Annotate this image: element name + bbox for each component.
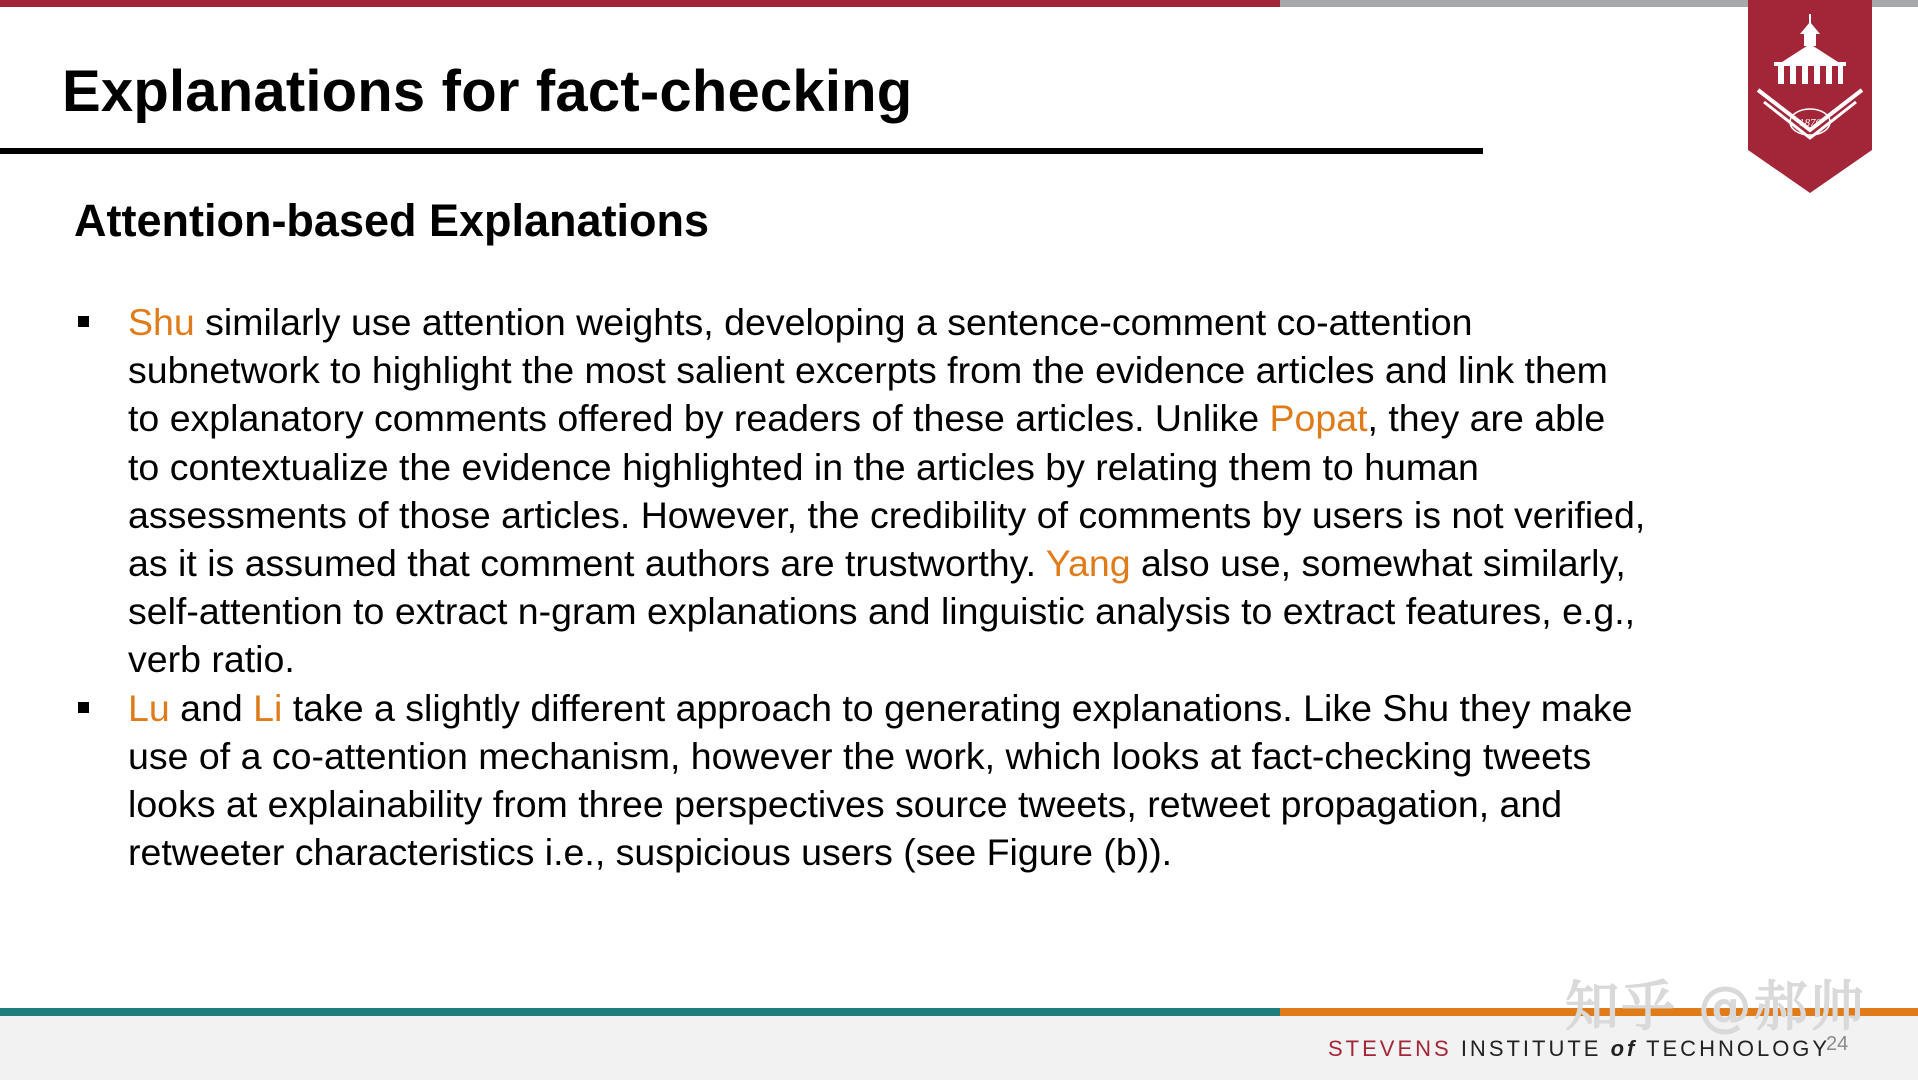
- citation-reference: Yang: [1045, 542, 1131, 585]
- bullet-text: looks at explainability from three perspectives source tweets, retweet propagation, and: [128, 783, 1563, 826]
- footer-of: of: [1610, 1036, 1638, 1061]
- citation-reference: Li: [253, 686, 283, 729]
- bullet-item: [76, 684, 1776, 877]
- bullet-text-line: [128, 587, 1776, 635]
- bullet-text: subnetwork to highlight the most salient excerpts from the evidence articles and link them: [128, 349, 1608, 392]
- institution-footer: [1328, 1036, 1830, 1062]
- slide-title: Explanations for fact-checking: [62, 59, 913, 124]
- citation-reference: Shu: [128, 301, 195, 343]
- bullet-item: [76, 298, 1776, 684]
- bullet-text: self-attention to extract n-gram explanations and linguistic analysis to extract features, e.g.,: [128, 590, 1636, 633]
- bullet-text-line: [128, 298, 1776, 346]
- logo-year: 1870: [1799, 117, 1821, 129]
- bullet-text: to contextualize the evidence highlighted in the articles by relating them to human: [128, 445, 1479, 488]
- bullet-text: take a slightly different approach to generating explanations. Like Shu they make: [282, 686, 1633, 729]
- bullet-text-line: [128, 684, 1776, 732]
- footer-institute: INSTITUTE: [1451, 1036, 1611, 1061]
- bullet-text: use of a co-attention mechanism, however the work, which looks at fact-checking tweets: [128, 734, 1592, 777]
- bullet-text-line: [128, 443, 1776, 491]
- bullet-text: also use, somewhat similarly,: [1130, 542, 1626, 585]
- footer-technology: TECHNOLOGY: [1637, 1036, 1831, 1061]
- bullet-text: and: [169, 686, 254, 729]
- bullet-text: retweeter characteristics i.e., suspicious users (see Figure (b)).: [128, 831, 1173, 874]
- university-logo: [1748, 0, 1872, 193]
- bullet-text-line: [128, 828, 1776, 876]
- footer-stevens: STEVENS: [1328, 1036, 1452, 1061]
- bullet-text: as it is assumed that comment authors are trustworthy.: [128, 542, 1046, 585]
- bullet-text-line: [128, 394, 1776, 442]
- bullet-text: , they are able: [1367, 397, 1606, 440]
- bullet-text-line: [128, 346, 1776, 394]
- section-subtitle: Attention-based Explanations: [74, 195, 710, 246]
- bullet-text: to explanatory comments offered by readers of these articles. Unlike: [128, 397, 1270, 440]
- bullet-text: assessments of those articles. However, the credibility of comments by users is not verified,: [128, 493, 1646, 536]
- bullet-text: verb ratio.: [128, 638, 295, 681]
- bullet-text-line: [128, 780, 1776, 828]
- title-underline: [0, 148, 1483, 154]
- bottom-accent-bar-teal: [0, 1008, 1280, 1016]
- bullet-text: similarly use attention weights, developing a sentence-comment co-attention: [194, 301, 1473, 343]
- citation-reference: Popat: [1269, 397, 1368, 440]
- bullet-square-icon: [78, 316, 89, 327]
- citation-reference: Lu: [128, 686, 170, 729]
- bullet-text-line: [128, 635, 1776, 683]
- bullet-square-icon: [78, 702, 89, 713]
- watermark: 知乎 @郝帅: [1565, 975, 1866, 1038]
- bullet-text-line: [128, 732, 1776, 780]
- page-number: 24: [1826, 1033, 1849, 1055]
- bullet-text-line: [128, 491, 1776, 539]
- top-accent-bar-red: [0, 0, 1280, 7]
- bullet-list: [76, 298, 1776, 876]
- bullet-text-line: [128, 539, 1776, 587]
